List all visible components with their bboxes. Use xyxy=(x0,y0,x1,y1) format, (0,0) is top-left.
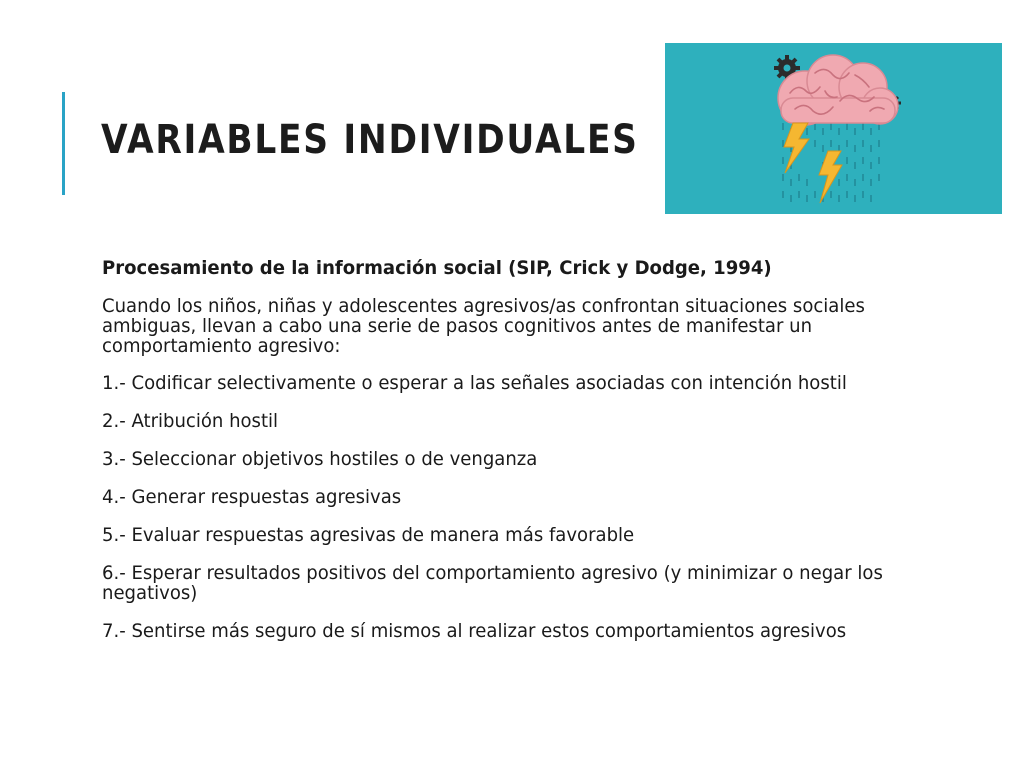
slide-body xyxy=(102,258,932,659)
step-item: 5.- Evaluar respuestas agresivas de manera más favorable xyxy=(102,524,635,546)
step-item: 3.- Seleccionar objetivos hostiles o de venganza xyxy=(102,448,538,470)
slide-subtitle: Procesamiento de la información social (SIP, Crick y Dodge, 1994) xyxy=(102,257,772,279)
step-item: 4.- Generar respuestas agresivas xyxy=(102,486,402,508)
slide-title: VARIABLES INDIVIDUALES xyxy=(101,117,639,163)
brain-cloud-storm-icon xyxy=(665,43,1002,214)
step-item: 2.- Atribución hostil xyxy=(102,410,279,432)
step-item: 6.- Esperar resultados positivos del comportamiento agresivo (y minimizar o negar los negativos) xyxy=(102,562,883,604)
accent-bar xyxy=(62,92,65,195)
intro-paragraph: Cuando los niños, niñas y adolescentes agresivos/as confrontan situaciones sociales ambiguas, llevan a cabo una serie de pasos cognitivos antes de manifestar un comportamiento agresivo: xyxy=(102,295,865,357)
step-item: 7.- Sentirse más seguro de sí mismos al realizar estos comportamientos agresivos xyxy=(102,620,847,642)
brain-storm-illustration xyxy=(665,43,1002,214)
step-item: 1.- Codificar selectivamente o esperar a las señales asociadas con intención hostil xyxy=(102,372,847,394)
